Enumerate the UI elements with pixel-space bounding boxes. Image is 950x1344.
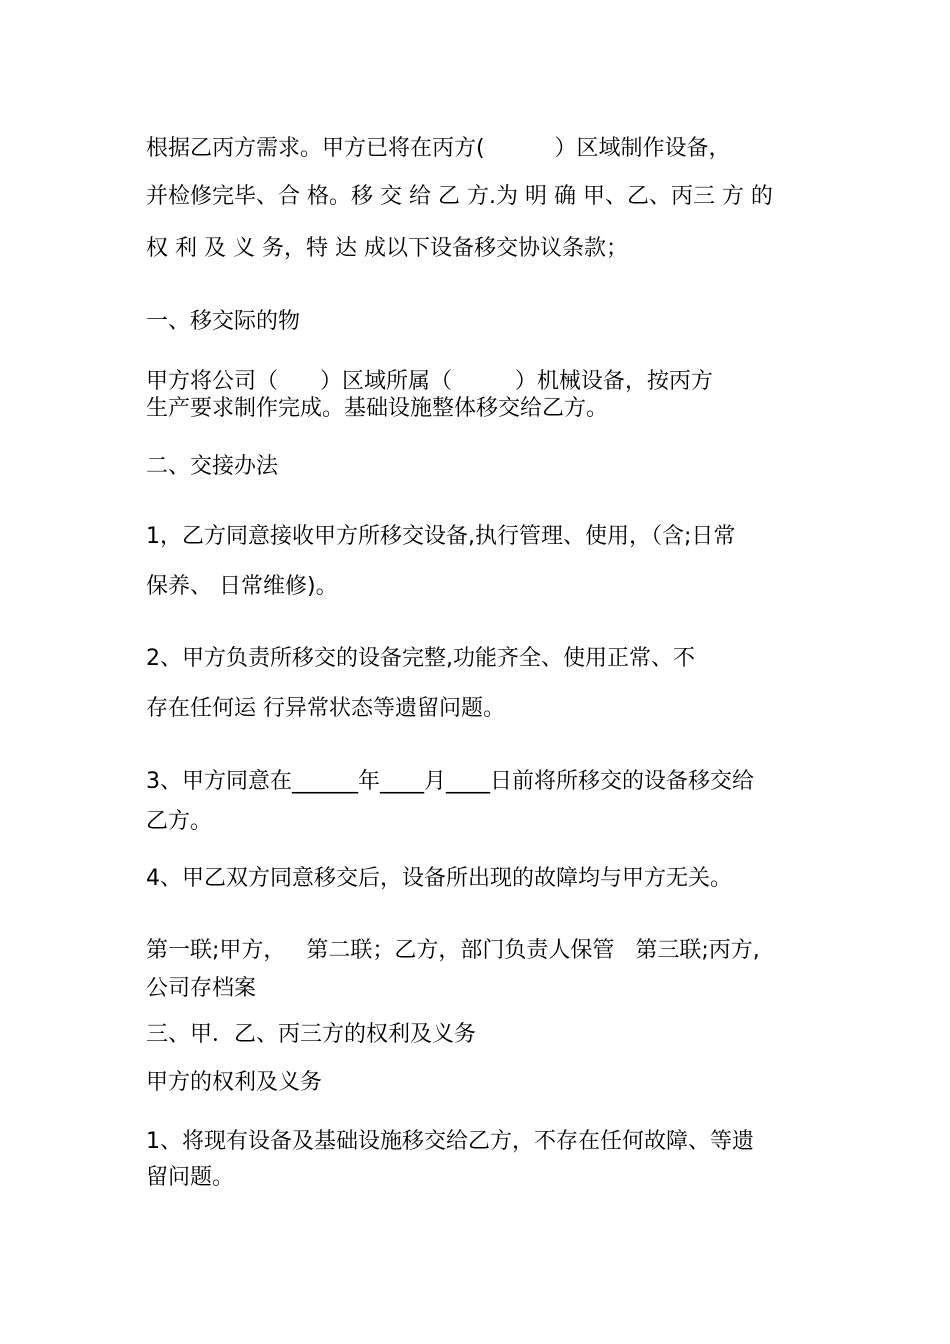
section-3-item-1-line-2: 留问题。 [146, 1165, 235, 1190]
section-3-subheading: 甲方的权利及义务 [146, 1070, 323, 1095]
section-2-item-3-line-1: 3、甲方同意在______年____月____日前将所移交的设备移交给 [146, 769, 754, 794]
section-2-item-2-line-2: 存在任何运 行异常状态等遗留问题。 [146, 696, 505, 721]
copies-line-1: 第一联;甲方， 第二联；乙方，部门负责人保管 第三联;丙方, [146, 938, 760, 963]
section-2-heading: 二、交接办法 [146, 454, 279, 479]
section-2-item-4: 4、甲乙双方同意移交后，设备所出现的故障均与甲方无关。 [146, 866, 732, 891]
copies-line-2: 公司存档案 [146, 976, 257, 1001]
section-1-line-1: 甲方将公司（ ）区域所属（ ）机械设备，按丙方 [146, 369, 713, 394]
intro-line-2: 并检修完毕、合 格。移 交 给 乙 方.为 明 确 甲、乙、丙三 方 的 [146, 184, 773, 209]
section-3-item-1-line-1: 1、将现有设备及基础设施移交给乙方，不存在任何故障、等遗 [146, 1129, 754, 1154]
section-1-line-2: 生产要求制作完成。基础设施整体移交给乙方。 [146, 396, 609, 421]
intro-line-3: 权 利 及 义 务，特 达 成以下设备移交协议条款； [146, 236, 628, 261]
section-2-item-1-line-2: 保养、 日常维修)。 [146, 574, 338, 599]
intro-line-1: 根据乙丙方需求。甲方已将在丙方( ）区域制作设备， [146, 136, 731, 161]
section-3-heading: 三、甲．乙、丙三方的权利及义务 [146, 1022, 477, 1047]
section-2-item-3-line-2: 乙方。 [146, 809, 213, 834]
section-2-item-1-line-1: 1，乙方同意接收甲方所移交设备,执行管理、使用，（含;日常 [146, 524, 736, 549]
section-1-heading: 一、移交际的物 [146, 309, 301, 334]
section-2-item-2-line-1: 2、甲方负责所移交的设备完整,功能齐全、使用正常、不 [146, 646, 695, 671]
